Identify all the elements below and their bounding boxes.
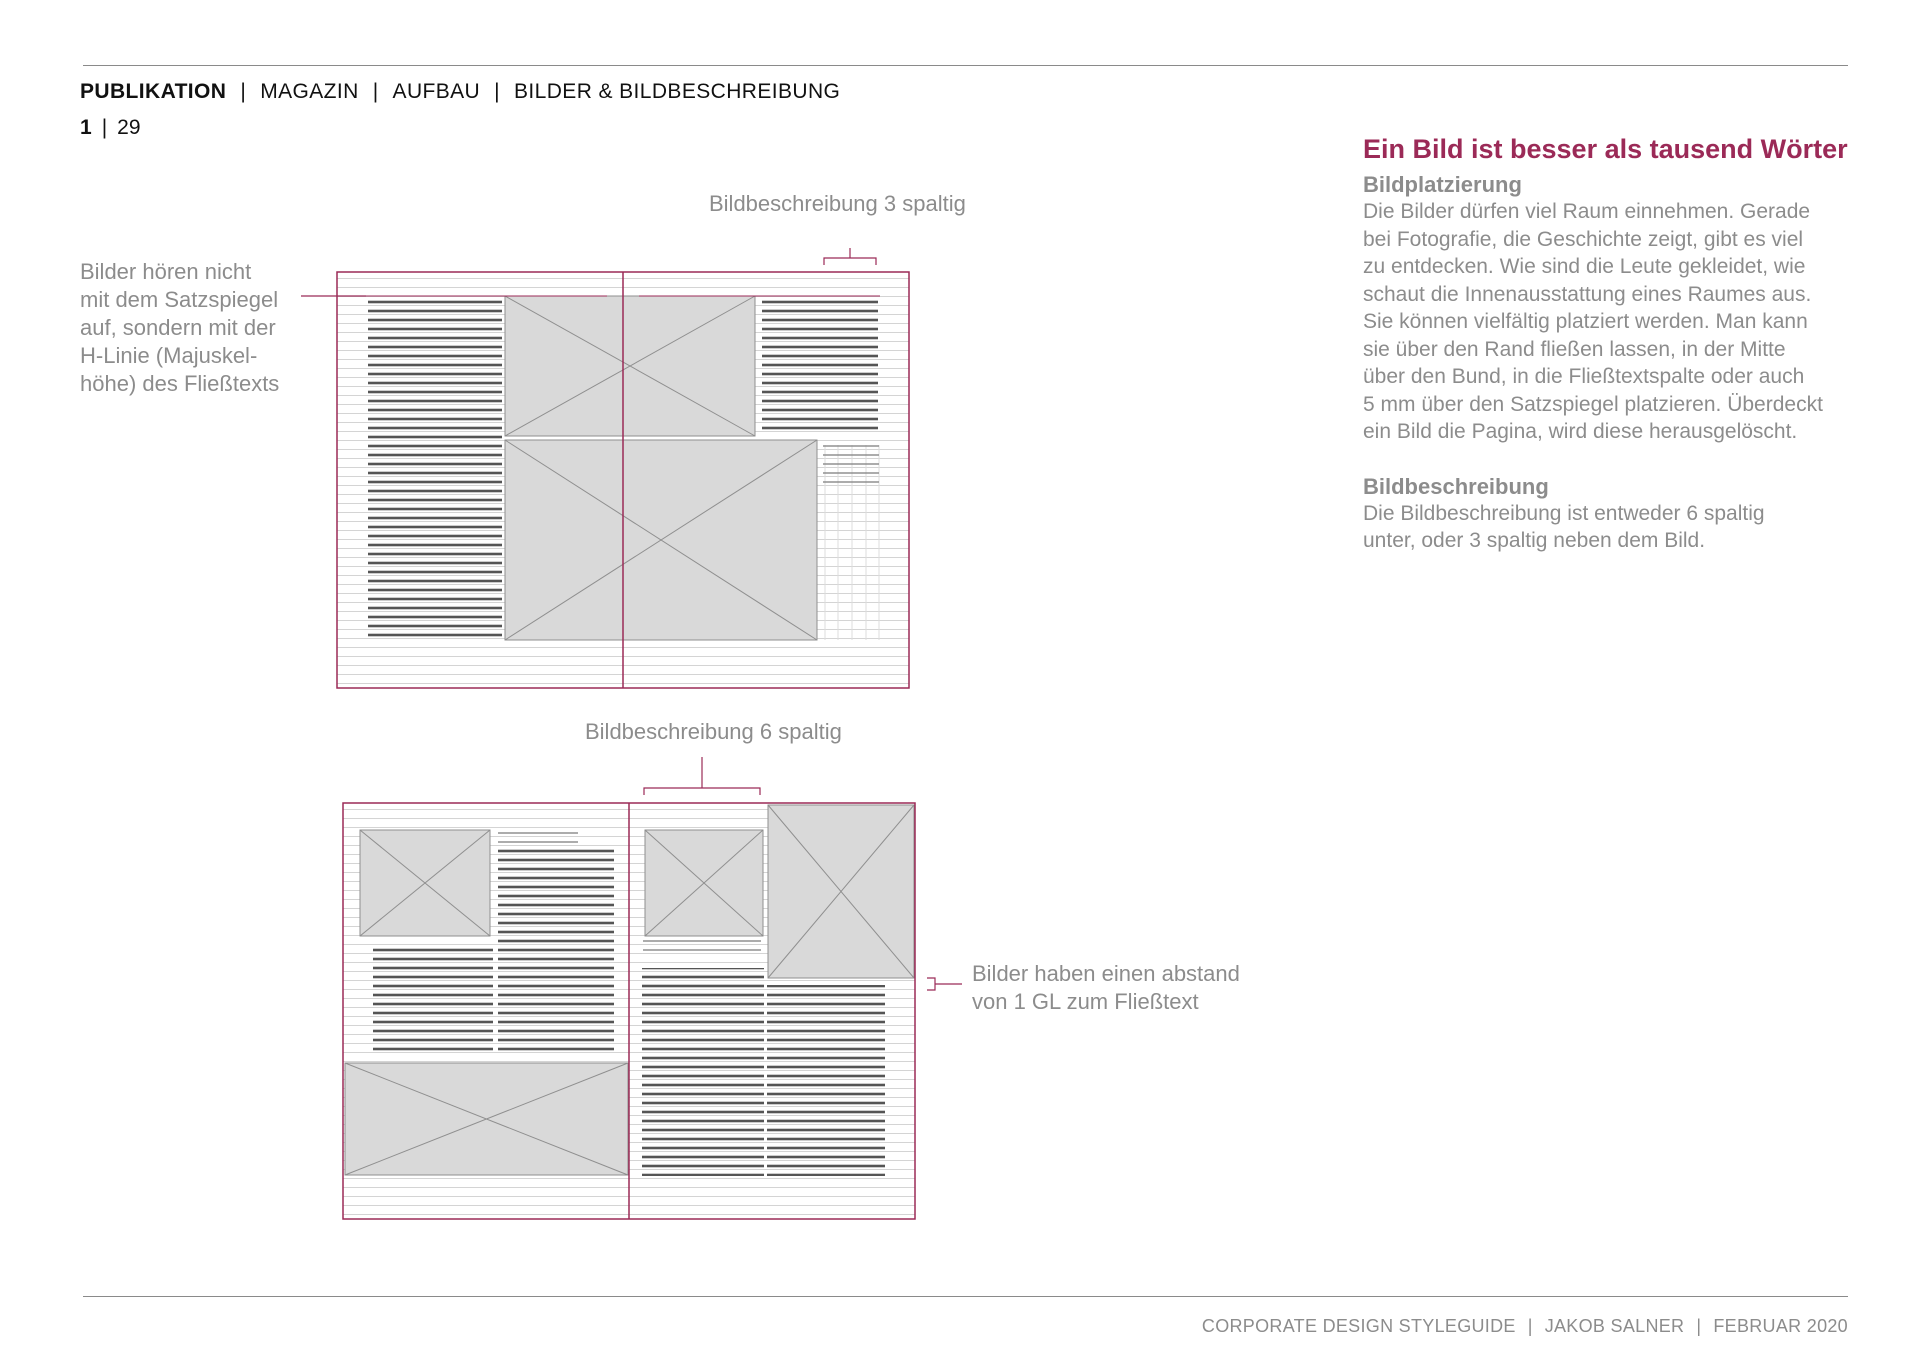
footer [1202,1316,1848,1337]
page-current: 1 [80,116,92,139]
left-note-line: H-Linie (Majuskel- [80,343,258,368]
content-title: Ein Bild ist besser als tausend Wörter [1363,134,1848,164]
spacing-note-line: Bilder haben einen abstand [972,961,1240,986]
image-placeholder [505,296,755,436]
body-line: sie über den Rand fließen lassen, in der Mitte [1363,337,1786,361]
breadcrumb-item-aufbau[interactable]: AUFBAU [392,80,481,103]
body-line: über den Bund, in die Fließtextspalte oder auch [1363,365,1805,388]
breadcrumb-item-publikation[interactable]: PUBLIKATION [80,80,227,103]
image-placeholder [360,830,490,936]
body-line: 5 mm über den Satzspiegel platzieren. Überdeckt [1363,392,1823,416]
footer-separator: | [1696,1316,1702,1336]
body-line: Sie können vielfältig platziert werden. Man kann [1363,310,1808,333]
image-placeholder [505,440,817,640]
body-line: Die Bilder dürfen viel Raum einnehmen. Gerade [1363,200,1811,223]
body-line: schaut die Innenausstattung eines Raumes aus. [1363,282,1812,306]
left-note-line: höhe) des Fließtexts [80,371,280,396]
section-heading-bildplatzierung: Bildplatzierung [1363,172,1522,197]
spread-3col [301,248,909,688]
footer-item: FEBRUAR 2020 [1713,1316,1848,1336]
breadcrumb-item-bilder[interactable]: BILDER & BILDBESCHREIBUNG [514,80,841,103]
spacing-note-line: von 1 GL zum Fließtext [972,989,1199,1014]
caption-3col-label: Bildbeschreibung 3 spaltig [709,191,966,216]
body-line: Die Bildbeschreibung ist entweder 6 spaltig [1363,501,1765,525]
page-total: 29 [117,116,141,139]
footer-separator: | [1527,1316,1533,1336]
page-separator: | [101,116,108,139]
breadcrumb-separator: | [240,80,247,103]
image-placeholder [645,830,763,936]
caption-6col-label: Bildbeschreibung 6 spaltig [585,719,842,744]
left-note-line: mit dem Satzspiegel [80,287,279,312]
footer-item: JAKOB SALNER [1544,1316,1685,1336]
image-placeholder [345,1063,628,1175]
body-line: zu entdecken. Wie sind die Leute gekleidet, wie [1363,255,1806,278]
body-line: unter, oder 3 spaltig neben dem Bild. [1363,529,1706,552]
body-line: ein Bild die Pagina, wird diese herausgelöscht. [1363,420,1798,443]
breadcrumb-item-magazin[interactable]: MAGAZIN [260,80,359,103]
breadcrumb-separator: | [372,80,379,103]
section-heading-bildbeschreibung: Bildbeschreibung [1363,473,1549,499]
footer-item: CORPORATE DESIGN STYLEGUIDE [1201,1316,1516,1336]
left-note-line: auf, sondern mit der [80,315,276,340]
image-placeholder [768,805,914,978]
breadcrumb-separator: | [494,80,500,103]
body-line: bei Fotografie, die Geschichte zeigt, gibt es viel [1363,227,1804,251]
spread-6col [343,757,962,1219]
left-note-line: Bilder hören nicht [80,259,252,284]
